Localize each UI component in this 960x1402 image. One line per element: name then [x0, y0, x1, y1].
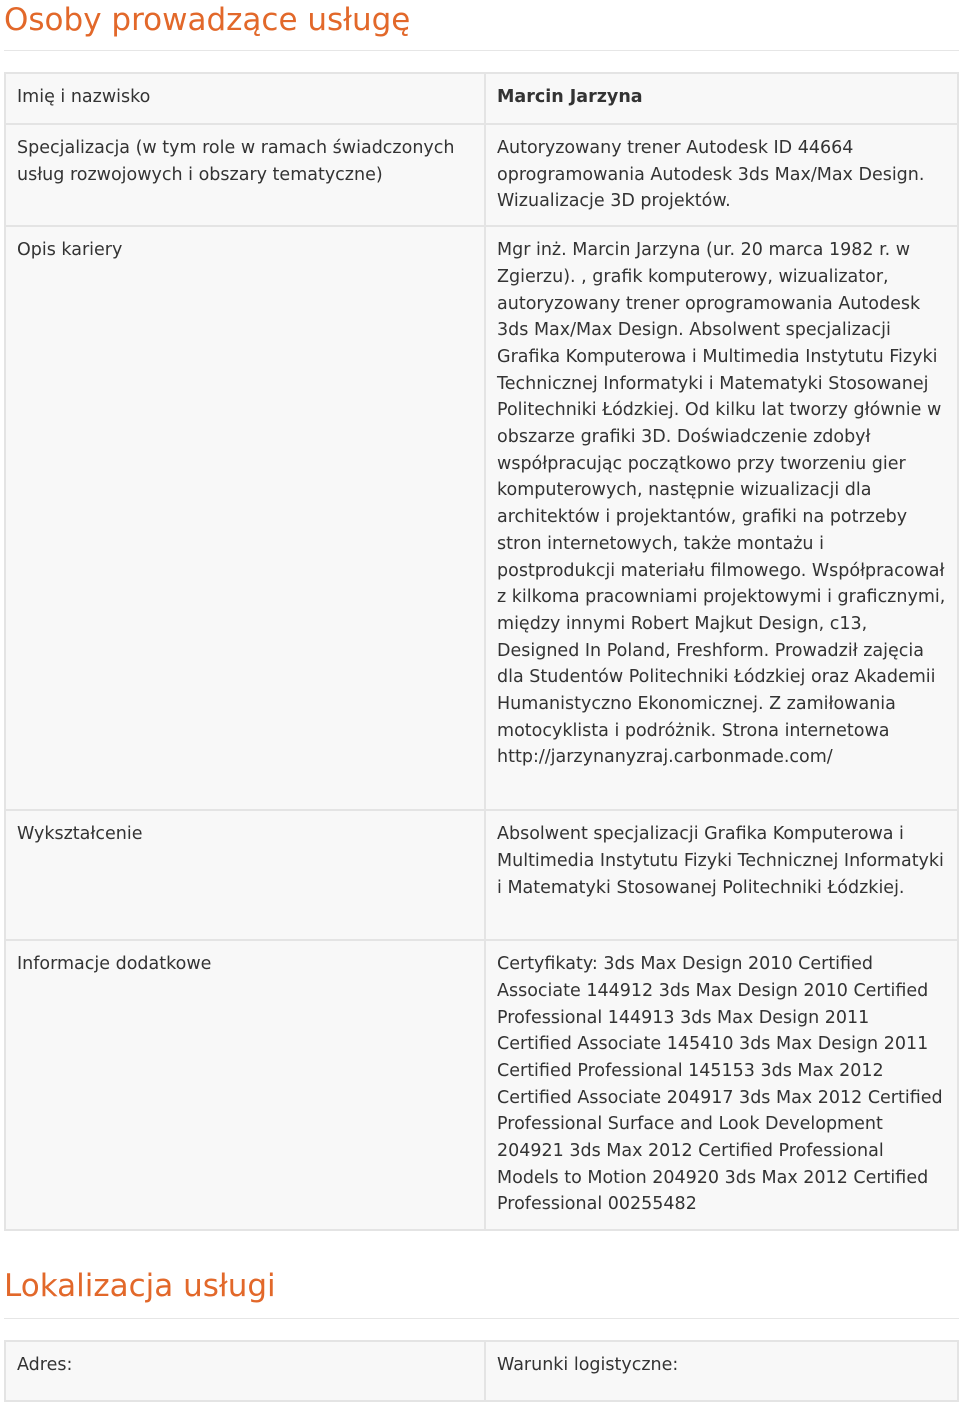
table-row — [5, 124, 958, 226]
row-value-name: Marcin Jarzyna — [485, 73, 958, 124]
row-label-name: Imię i nazwisko — [5, 73, 485, 124]
row-value-specialization: Autoryzowany trener Autodesk ID 44664 oprogramowania Autodesk 3ds Max/Max Design. Wizualizacje 3D projektów. — [485, 124, 958, 226]
logistics-label: Warunki logistyczne: — [485, 1341, 958, 1401]
row-value-education: Absolwent specjalizacji Grafika Komputerowa i Multimedia Instytutu Fizyki Technicznej Informatyki i Matematyki Stosowanej Politechniki Łódzkiej. — [485, 810, 958, 940]
section-title-location: Lokalizacja usługi — [4, 1268, 276, 1304]
location-info-table — [4, 1340, 959, 1402]
section-title-trainers: Osoby prowadzące usługę — [4, 2, 411, 38]
row-label-career: Opis kariery — [5, 226, 485, 810]
trainer-info-table — [4, 72, 959, 1231]
table-row — [5, 940, 958, 1230]
row-value-career: Mgr inż. Marcin Jarzyna (ur. 20 marca 1982 r. w Zgierzu). , grafik komputerowy, wizualizator, autoryzowany trener oprogramowania Autodesk 3ds Max/Max Design. Absolwent specjalizacji Grafika Komputerowa i Multimedia Instytutu Fizyki Technicznej Informatyki i Matematyki Stosowanej Politechniki Łódzkiej. Od kilku lat tworzy głównie w obszarze grafiki 3D. Doświadczenie zdobył współpracując początkowo przy tworzeniu gier komputerowych, następnie wizualizacji dla architektów i projektantów, grafiki na potrzeby stron internetowych, także montażu i postprodukcji materiału filmowego. Współpracował z kilkoma pracowniami projektowymi i graficznymi, między innymi Robert Majkut Design, c13, Designed In Poland, Freshform. Prowadził zajęcia dla Studentów Politechniki Łódzkiej oraz Akademii Humanistyczno Ekonomicznej. Z zamiłowania motocyklista i podróżnik. Strona internetowa http://jarzynanyzraj.carbonmade.com/ — [485, 226, 958, 810]
row-label-specialization: Specjalizacja (w tym role w ramach świadczonych usług rozwojowych i obszary tematyczne) — [5, 124, 485, 226]
table-row — [5, 1341, 958, 1401]
table-row — [5, 226, 958, 810]
row-value-additional-info: Certyfikaty: 3ds Max Design 2010 Certified Associate 144912 3ds Max Design 2010 Certified Professional 144913 3ds Max Design 2011 Certified Associate 145410 3ds Max Design 2011 Certified Professional 145153 3ds Max 2012 Certified Associate 204917 3ds Max 2012 Certified Professional Surface and Look Development 204921 3ds Max 2012 Certified Professional Models to Motion 204920 3ds Max 2012 Certified Professional 00255482 — [485, 940, 958, 1230]
divider — [4, 1318, 959, 1319]
divider — [4, 50, 959, 51]
address-label: Adres: — [5, 1341, 485, 1401]
row-label-education: Wykształcenie — [5, 810, 485, 940]
table-row — [5, 810, 958, 940]
row-label-additional-info: Informacje dodatkowe — [5, 940, 485, 1230]
table-row — [5, 73, 958, 124]
